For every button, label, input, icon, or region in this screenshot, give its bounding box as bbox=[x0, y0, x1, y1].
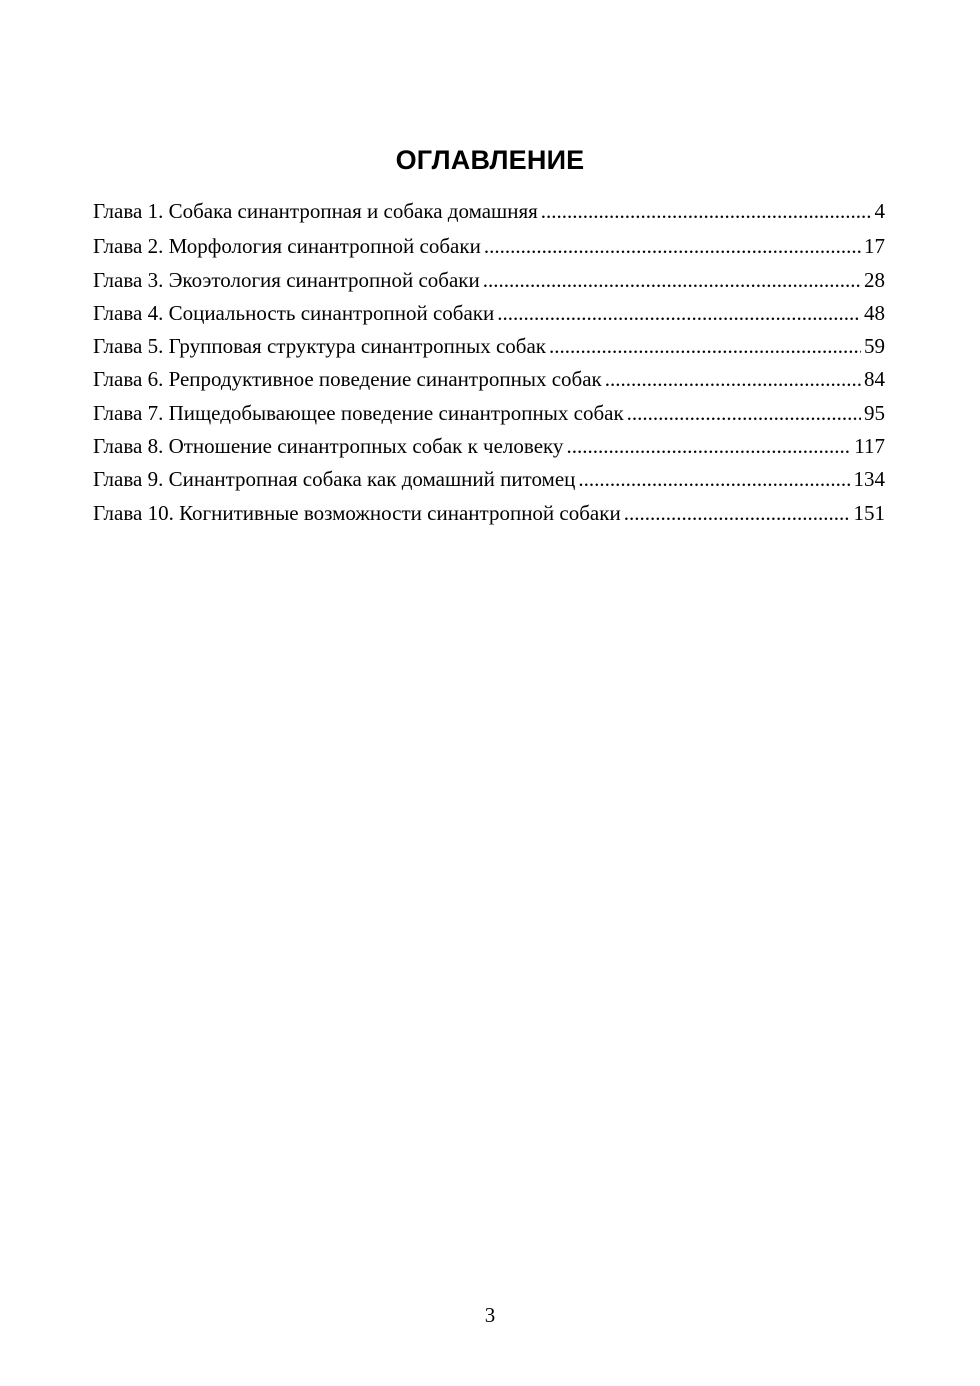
toc-entry-title: Глава 6. Репродуктивное поведение синантропных собак bbox=[93, 367, 602, 392]
page-number: 3 bbox=[484, 1303, 496, 1327]
dot-leader bbox=[624, 497, 851, 530]
toc-entry-title: Глава 4. Социальность синантропной собаки bbox=[93, 300, 495, 325]
toc-entry[interactable] bbox=[93, 264, 885, 297]
dot-leader bbox=[484, 230, 861, 263]
dot-leader bbox=[605, 363, 861, 396]
toc-entry-page: 117 bbox=[854, 434, 885, 459]
toc-entry[interactable] bbox=[93, 397, 885, 430]
toc-entry-title: Глава 10. Когнитивные возможности синантропной собаки bbox=[93, 500, 621, 525]
toc-entry[interactable] bbox=[93, 463, 885, 496]
toc-entry[interactable] bbox=[93, 297, 885, 330]
toc-entry-page: 134 bbox=[853, 467, 885, 492]
toc-entry[interactable] bbox=[93, 497, 885, 530]
toc-entry-title: Глава 1. Собака синантропная и собака домашняя bbox=[93, 199, 538, 223]
toc-entry-title: Глава 3. Экоэтология синантропной собаки bbox=[93, 267, 480, 292]
toc-entry-title: Глава 8. Отношение синантропных собак к человеку bbox=[93, 434, 564, 459]
toc-entry-page: 4 bbox=[874, 199, 885, 223]
toc-entry[interactable] bbox=[93, 195, 885, 228]
toc-entry-title: Глава 7. Пищедобывающее поведение синантропных собак bbox=[93, 400, 624, 425]
toc-entry-page: 17 bbox=[864, 234, 885, 259]
dot-leader bbox=[549, 330, 861, 363]
toc-entry-page: 28 bbox=[864, 267, 885, 292]
dot-leader bbox=[497, 297, 861, 330]
toc-entry-title: Глава 5. Групповая структура синантропных собак bbox=[93, 334, 546, 359]
toc-entry[interactable] bbox=[93, 430, 885, 463]
dot-leader bbox=[578, 463, 850, 496]
dot-leader bbox=[566, 430, 851, 463]
toc-entry-page: 84 bbox=[864, 367, 885, 392]
dot-leader bbox=[483, 264, 861, 297]
toc-entry[interactable] bbox=[93, 363, 885, 396]
page-title: ОГЛАВЛЕНИЕ bbox=[395, 145, 585, 175]
toc-entry-page: 151 bbox=[853, 500, 885, 525]
table-of-contents bbox=[93, 195, 885, 530]
toc-entry-page: 59 bbox=[864, 334, 885, 359]
toc-entry-page: 95 bbox=[864, 400, 885, 425]
toc-entry-title: Глава 2. Морфология синантропной собаки bbox=[93, 234, 481, 259]
toc-entry[interactable] bbox=[93, 330, 885, 363]
toc-entry-title: Глава 9. Синантропная собака как домашний питомец bbox=[93, 467, 576, 492]
dot-leader bbox=[541, 195, 872, 228]
toc-entry[interactable] bbox=[93, 230, 885, 263]
dot-leader bbox=[627, 397, 861, 430]
toc-entry-page: 48 bbox=[864, 300, 885, 325]
